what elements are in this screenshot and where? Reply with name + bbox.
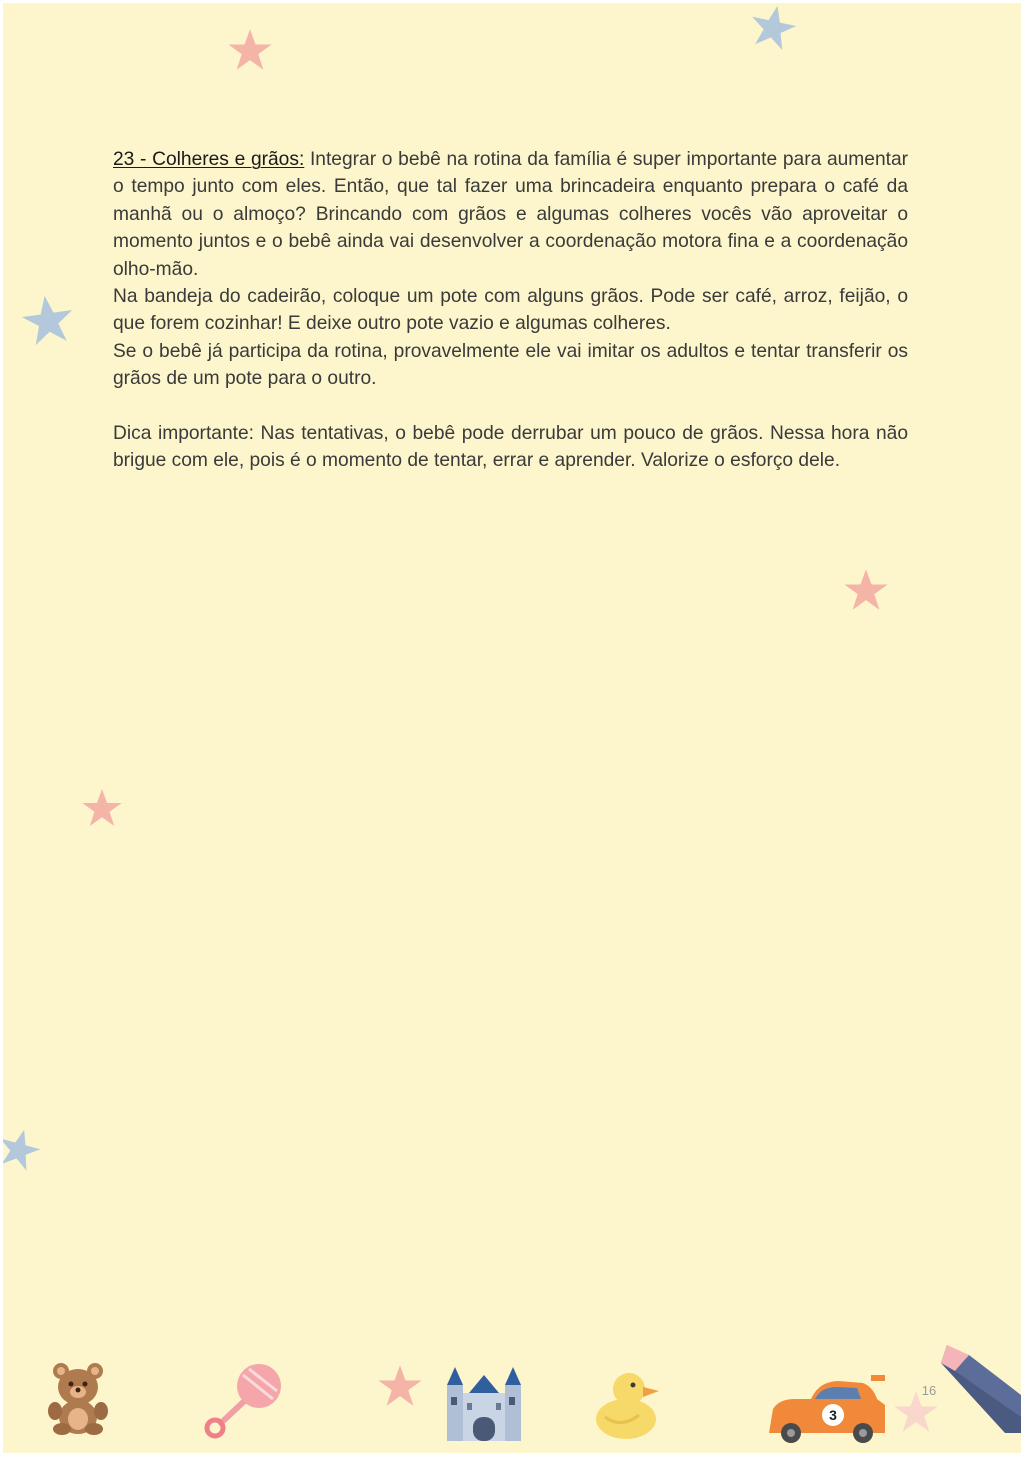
star-icon xyxy=(81,787,123,829)
tip-paragraph: Dica importante: Nas tentativas, o bebê pode derrubar um pouco de grãos. Nessa hora não brigue com ele, pois é o momento de tentar, errar e aprender. Valorize o esforço dele. xyxy=(113,423,908,472)
page-number: 16 xyxy=(921,1383,937,1398)
star-icon xyxy=(377,1363,423,1409)
imitation-paragraph: Se o bebê já participa da rotina, provavelmente ele vai imitar os adultos e tentar transferir os grãos de um pote para o outro. xyxy=(113,340,908,390)
star-icon xyxy=(227,27,273,73)
rattle-icon xyxy=(201,1359,287,1441)
star-icon xyxy=(843,567,889,613)
star-icon xyxy=(21,293,75,347)
setup-paragraph: Na bandeja do cadeirão, coloque um pote com alguns grãos. Pode ser café, arroz, feijão, o que forem cozinhar! E deixe outro pote vazio e algumas colheres. xyxy=(113,286,908,335)
star-icon xyxy=(3,1127,41,1171)
race-car-icon xyxy=(765,1375,889,1445)
intro-paragraph xyxy=(113,146,908,283)
intro-text: Integrar o bebê na rotina da família é super importante para aumentar o tempo junto com eles. Então, que tal fazer uma brincadeira enquanto prepara o café da manhã ou o almoço? Brincando com grãos e algumas colheres vocês vão aproveitar o momento juntos e o bebê ainda vai desenvolver a coordenação motora fina e a coordenação olho-mão. xyxy=(113,149,909,280)
castle-icon xyxy=(443,1363,525,1443)
activity-heading: 23 - Colheres e grãos: xyxy=(113,149,305,170)
crayon-icon xyxy=(941,1337,1021,1433)
car-number: 3 xyxy=(829,1407,837,1423)
rubber-duck-icon xyxy=(593,1365,663,1441)
teddy-bear-icon xyxy=(45,1361,111,1435)
page-background xyxy=(3,3,1021,1453)
activity-text xyxy=(113,146,908,475)
star-icon xyxy=(749,3,797,51)
